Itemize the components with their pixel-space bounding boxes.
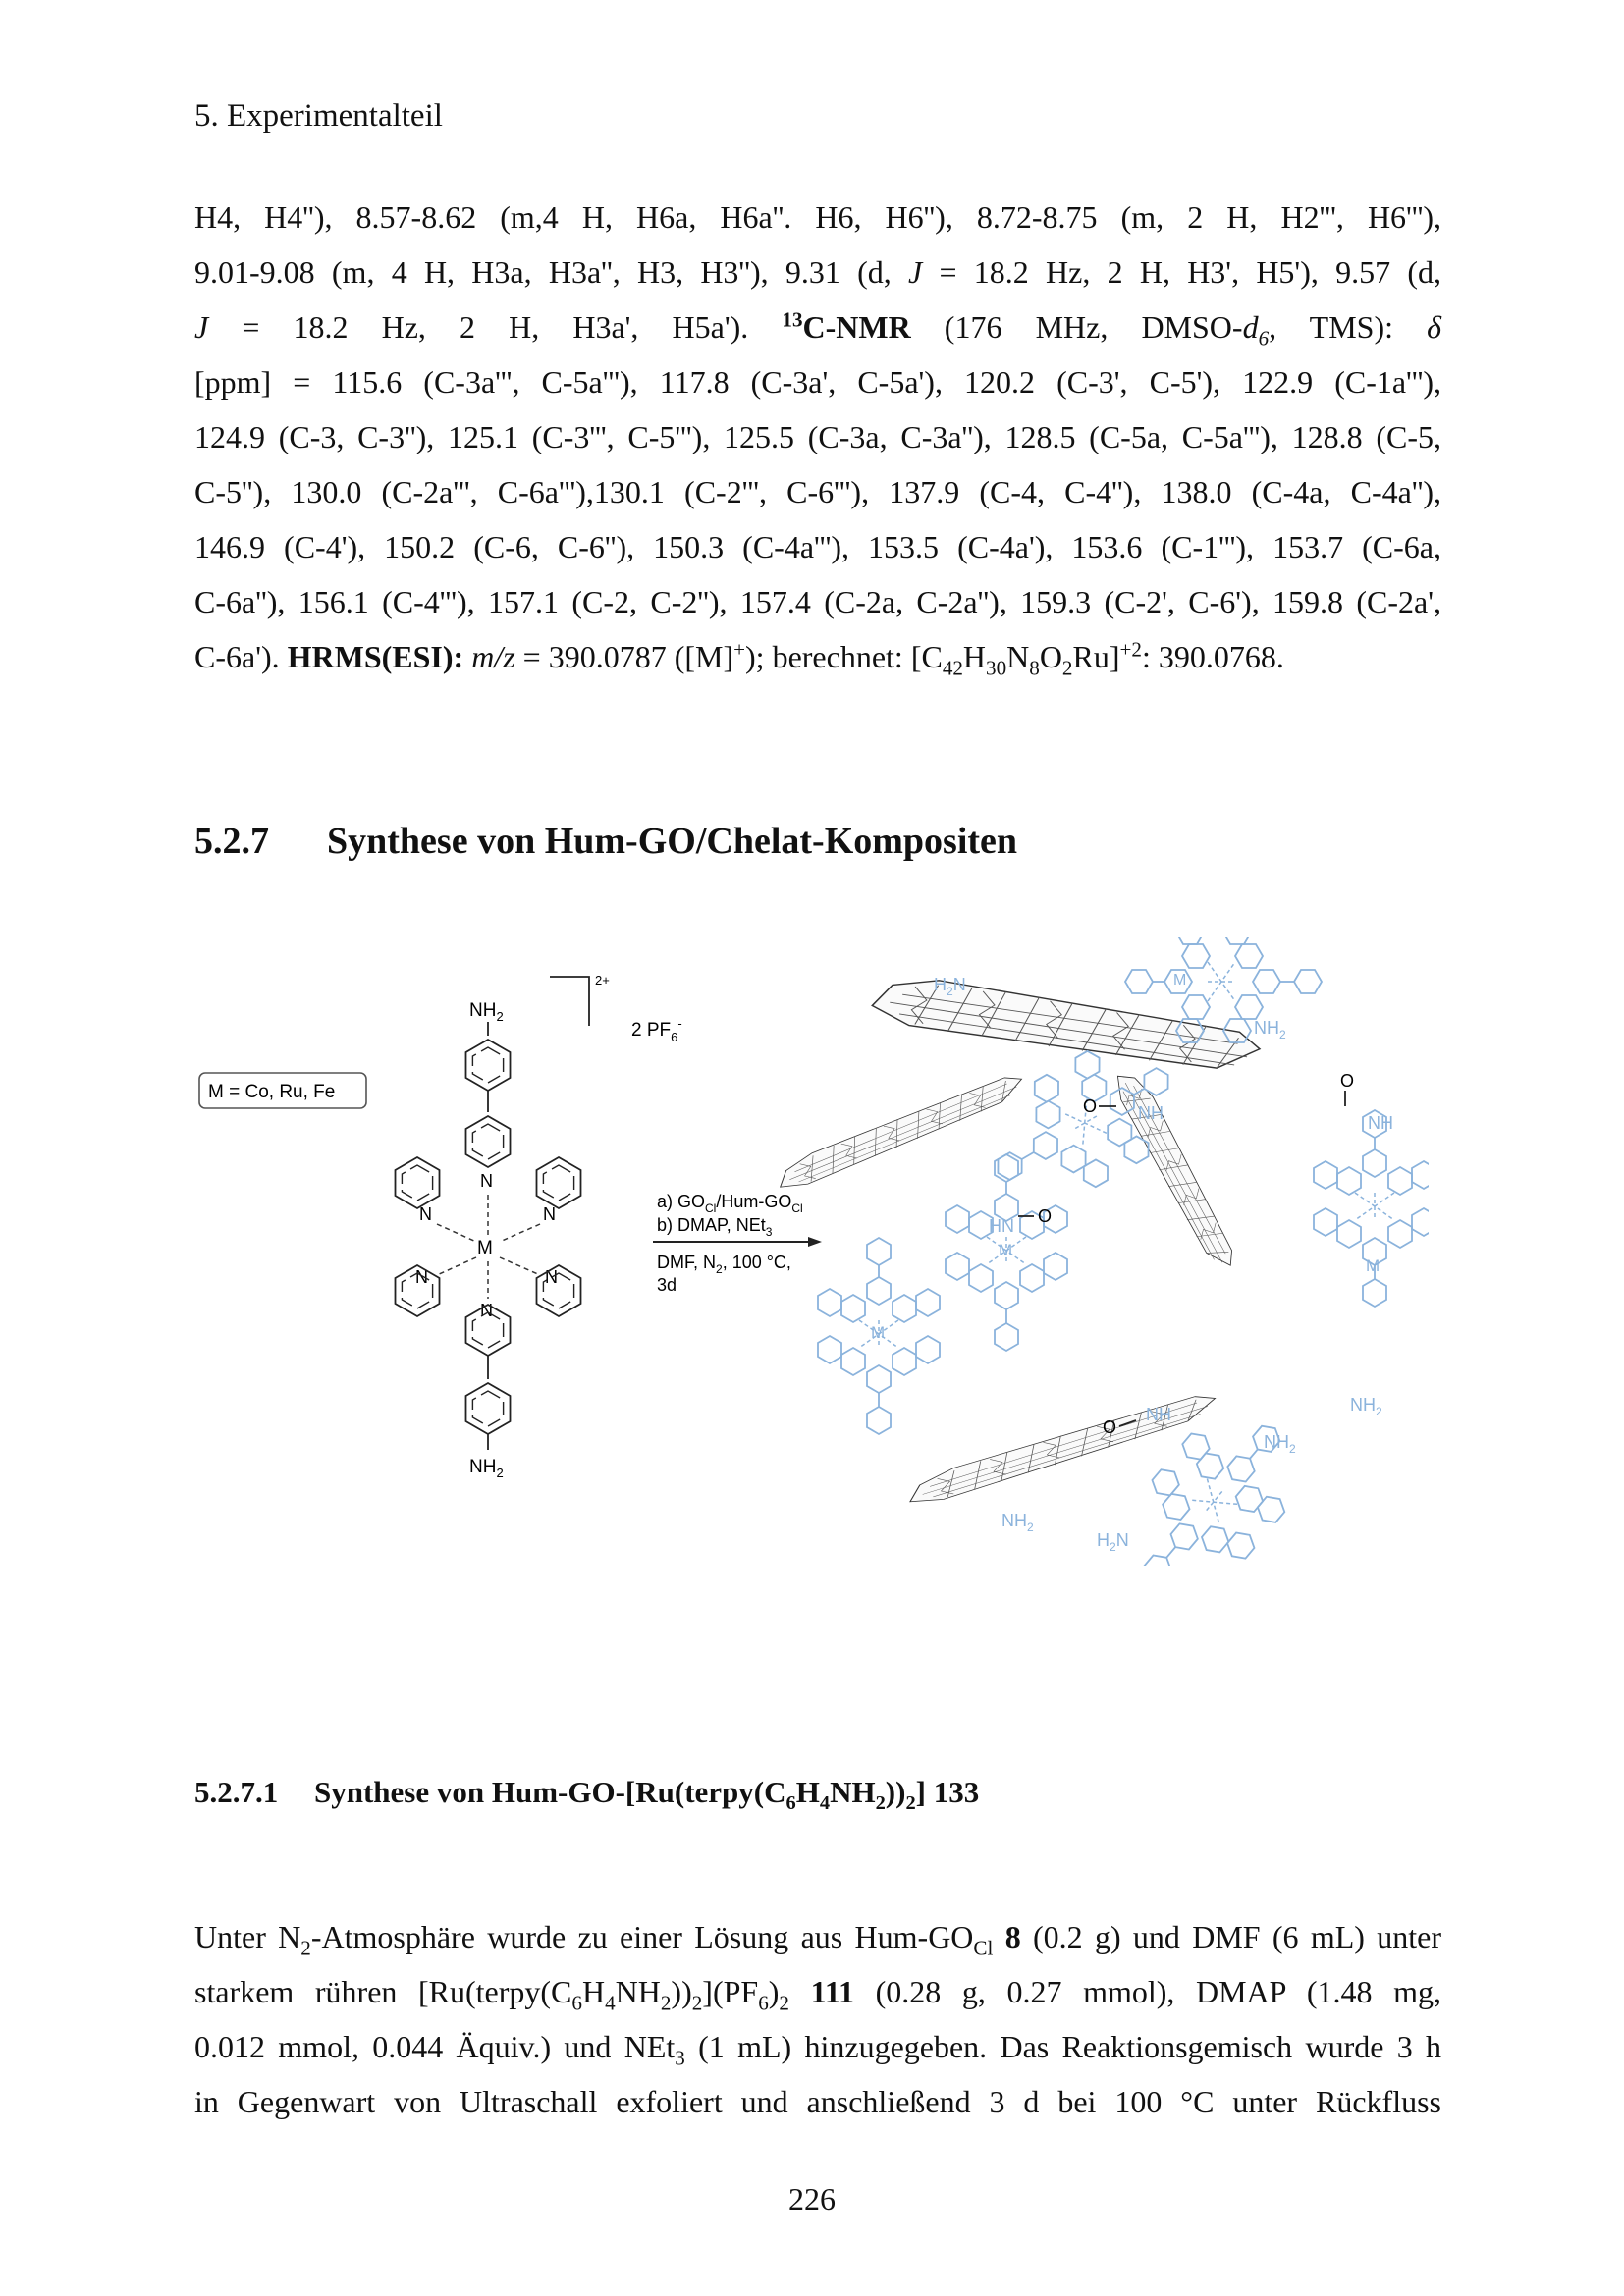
carbonyl-label: O: [1083, 1096, 1098, 1116]
text-line: 124.9 (C-3, C-3''), 125.1 (C-3''', C-5'''), 125.5 (C-3a, C-3a''), 128.5 (C-5a, C-5a'''), 128.8 (C-5,: [194, 419, 1441, 454]
amide-label: HN: [989, 1216, 1014, 1236]
nmr-paragraph: [194, 189, 1441, 684]
section-heading: [194, 820, 1017, 863]
text-line: [ppm] = 115.6 (C-3a''', C-5a'''), 117.8 (C-3a', C-5a'), 120.2 (C-3', C-5'), 122.9 (C-1a'''),: [194, 364, 1441, 400]
carbonyl-label: O: [1340, 1071, 1355, 1091]
running-head: 5. Experimentalteil: [194, 98, 443, 133]
section-title: Synthese von Hum-GO/Chelat-Kompositen: [327, 821, 1018, 862]
subsection-title: Synthese von Hum-$GO-[Ru(terpy(C_6H_4NH_2))_2]$ 133: [314, 1775, 980, 1815]
condition-step-b: b) DMAP, NEt$_3$: [657, 1215, 773, 1239]
page-number: 226: [788, 2181, 836, 2216]
subsection-heading: [194, 1775, 980, 1815]
reaction-arrowhead: [808, 1237, 822, 1247]
n-atom-label: N: [480, 1301, 493, 1320]
amine-label: $NH_2$: [1264, 1432, 1296, 1456]
text-line: Unter $N_2$-Atmosphäre wurde zu einer Lösung aus Hum-$GO_{Cl}$ 8 (0.2 g) und DMF (6 mL) unter: [194, 1919, 1442, 1960]
n-atom-label: N: [480, 1171, 493, 1191]
condition-time: 3d: [657, 1275, 677, 1295]
metal-center-label: M: [1366, 1256, 1380, 1275]
reaction-scheme: [191, 937, 1429, 1566]
amine-label: $NH_2$: [1254, 1018, 1286, 1041]
text-line: 0.012 mmol, 0.044 Äquiv.) und NEt$_3$ (1 mL) hinzugegeben. Das Reaktionsgemisch wurde 3 h: [194, 2029, 1442, 2070]
metal-center-label: M: [871, 1323, 886, 1342]
metal-center-label: M: [477, 1238, 493, 1258]
text-line: 146.9 (C-4'), 150.2 (C-6, C-6''), 150.3 (C-4a'''), 153.5 (C-4a'), 153.6 (C-1'''), 153.7 (C-6a,: [194, 529, 1441, 564]
text-line: C-6a''), 156.1 (C-4'''), 157.1 (C-2, C-2''), 157.4 (C-2a, C-2a''), 159.3 (C-2', C-6'), 159.8 (C-2a',: [194, 584, 1441, 619]
text-line: starkem rühren $[Ru(terpy(C_6H_4NH_2))_2](PF_6)_2$ 111 (0.28 g, 0.27 mmol), DMAP (1.48 mg,: [194, 1974, 1442, 2015]
charge-bracket: [550, 977, 589, 1026]
subsection-number: 5.2.7.1: [194, 1775, 279, 1809]
amine-label: $H_2N$: [934, 975, 966, 998]
n-atom-label: N: [419, 1204, 432, 1224]
metal-center-label: M: [999, 1241, 1013, 1259]
charge: 2+: [595, 973, 610, 988]
n-atom-label: N: [545, 1267, 558, 1287]
carbonyl-label: O: [1103, 1417, 1117, 1437]
carbonyl-label: O: [1038, 1206, 1053, 1226]
metal-center-label: M: [1173, 972, 1187, 988]
condition-solvent: DMF, $N_2$, 100 °C,: [657, 1253, 791, 1276]
section-number: 5.2.7: [194, 821, 269, 862]
amide-label: NH: [1146, 1405, 1171, 1424]
amine-top-label: $NH_2$: [469, 1000, 504, 1024]
amide-label: NH: [1138, 1103, 1164, 1123]
n-atom-label: N: [415, 1267, 428, 1287]
text-line: 9.01-9.08 (m, 4 H, H3a, H3a'', H3, H3''), 9.31 (d, J = 18.2 Hz, 2 H, H3', H5'), 9.57 (d,: [194, 254, 1442, 290]
text-line: C-5''), 130.0 (C-2a''', C-6a'''),130.1 (C-2''', C-6'''), 137.9 (C-4, C-4''), 138.0 (C-4a, C-4a''),: [194, 474, 1441, 509]
amine-bottom-label: $NH_2$: [469, 1457, 504, 1480]
condition-step-a: a) $GO_{Cl}/Hum-GO_{Cl}$: [657, 1192, 803, 1215]
amine-label: $H_2N$: [1097, 1530, 1129, 1554]
terpy-complex-structure: [396, 1000, 581, 1480]
counterion: 2 $PF_6^-$: [631, 1016, 682, 1044]
text-line: in Gegenwart von Ultraschall exfoliert und anschließend 3 d bei 100 °C unter Rückfluss: [194, 2084, 1441, 2119]
metal-legend: M = Co, Ru, Fe: [208, 1082, 336, 1102]
product-composite: [773, 937, 1429, 1566]
amine-label: $NH_2$: [1001, 1511, 1034, 1534]
text-line: J = 18.2 Hz, 2 H, H3a', H5a'). $^{13}$C-NMR (176 MHz, DMSO-$d_6$, TMS): δ: [194, 307, 1442, 350]
text-line: H4, H4''), 8.57-8.62 (m,4 H, H6a, H6a''. H6, H6''), 8.72-8.75 (m, 2 H, H2''', H6'''),: [194, 199, 1441, 235]
n-atom-label: N: [543, 1204, 556, 1224]
amide-label: NH: [1368, 1113, 1393, 1133]
procedure-paragraph: [194, 1909, 1441, 2129]
text-line: C-6a'). HRMS(ESI): m/z = 390.0787 ([M]+); berechnet: $[C_{42}H_{30}N_8O_2Ru]^{+2}$: 390.0768.: [194, 637, 1284, 680]
amine-label: $NH_2$: [1350, 1395, 1382, 1418]
